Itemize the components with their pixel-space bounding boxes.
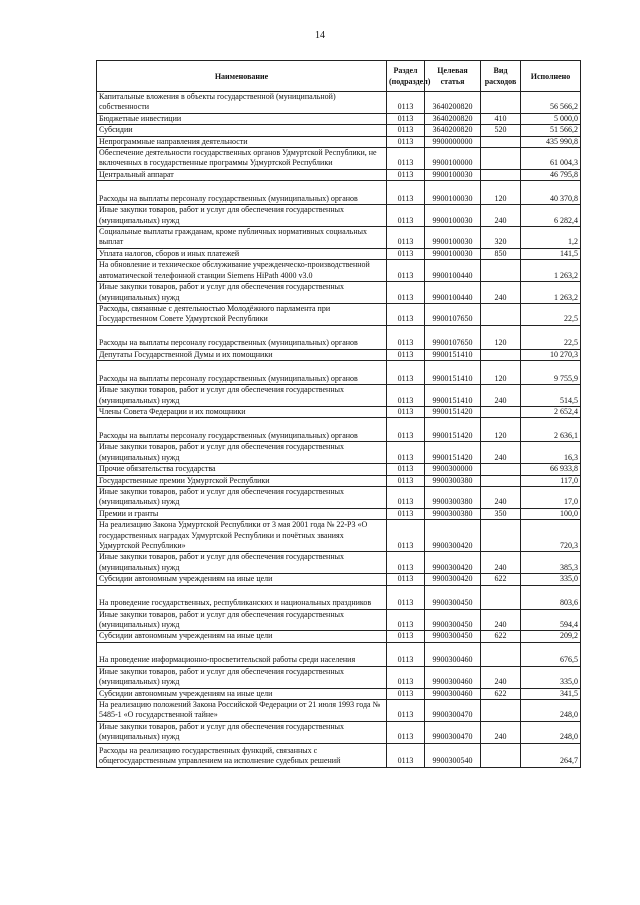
row-section-cell: 0113 <box>387 631 425 642</box>
row-section-cell: 0113 <box>387 520 425 552</box>
row-name-cell: Бюджетные инвестиции <box>97 113 387 124</box>
row-section-cell: 0113 <box>387 148 425 170</box>
table-row <box>97 205 581 227</box>
row-target-cell: 9900100030 <box>425 169 481 180</box>
row-executed-cell: 6 282,4 <box>521 205 581 227</box>
row-section-cell: 0113 <box>387 125 425 136</box>
row-executed-cell: 335,0 <box>521 666 581 688</box>
row-name-cell: Премии и гранты <box>97 508 387 519</box>
row-name-cell: Расходы на реализацию государственных функций, связанных с общегосударственным управлением на исполнение судебных решений <box>97 743 387 767</box>
row-section-cell: 0113 <box>387 464 425 475</box>
header-name: Наименование <box>97 61 387 92</box>
row-name-cell: Расходы, связанные с деятельностью Молодёжного парламента при Государственном Совете Удмуртской Республики <box>97 303 387 325</box>
row-name-cell: Государственные премии Удмуртской Республики <box>97 475 387 486</box>
table-body <box>97 92 581 768</box>
row-name-cell: Непрограммные направления деятельности <box>97 136 387 147</box>
row-section-cell: 0113 <box>387 574 425 585</box>
row-executed-cell: 264,7 <box>521 743 581 767</box>
row-kind-cell: 240 <box>481 609 521 631</box>
row-section-cell: 0113 <box>387 349 425 360</box>
row-executed-cell: 803,6 <box>521 585 581 609</box>
table-row <box>97 260 581 282</box>
row-executed-cell: 209,2 <box>521 631 581 642</box>
row-executed-cell: 16,3 <box>521 442 581 464</box>
table-row <box>97 666 581 688</box>
table-header-row <box>97 61 581 92</box>
row-name-cell: На проведение информационно-просветительской работы среди населения <box>97 642 387 666</box>
row-section-cell: 0113 <box>387 113 425 124</box>
table-row <box>97 688 581 699</box>
table-row <box>97 585 581 609</box>
row-target-cell: 9900300460 <box>425 642 481 666</box>
row-name-cell: Иные закупки товаров, работ и услуг для обеспечения государственных (муниципальных) нужд <box>97 552 387 574</box>
row-target-cell: 9900151420 <box>425 406 481 417</box>
table-row <box>97 609 581 631</box>
row-name-cell: Иные закупки товаров, работ и услуг для обеспечения государственных (муниципальных) нужд <box>97 486 387 508</box>
row-section-cell: 0113 <box>387 406 425 417</box>
page-number: 14 <box>315 30 325 41</box>
table-row <box>97 574 581 585</box>
table-row <box>97 227 581 249</box>
row-section-cell: 0113 <box>387 282 425 304</box>
row-target-cell: 9900300540 <box>425 743 481 767</box>
table-row <box>97 92 581 114</box>
row-target-cell: 9900100000 <box>425 148 481 170</box>
row-executed-cell: 9 755,9 <box>521 361 581 385</box>
row-name-cell: Члены Совета Федерации и их помощники <box>97 406 387 417</box>
row-executed-cell: 1 263,2 <box>521 282 581 304</box>
table-row <box>97 361 581 385</box>
row-executed-cell: 40 370,8 <box>521 181 581 205</box>
row-target-cell: 9900300450 <box>425 631 481 642</box>
row-executed-cell: 514,5 <box>521 385 581 407</box>
table-row <box>97 325 581 349</box>
table-row <box>97 508 581 519</box>
row-section-cell: 0113 <box>387 325 425 349</box>
row-executed-cell: 51 566,2 <box>521 125 581 136</box>
row-target-cell: 9900300380 <box>425 508 481 519</box>
row-section-cell: 0113 <box>387 552 425 574</box>
budget-table <box>96 60 581 768</box>
table-row <box>97 406 581 417</box>
row-target-cell: 9900107650 <box>425 303 481 325</box>
row-target-cell: 9900000000 <box>425 136 481 147</box>
row-kind-cell <box>481 585 521 609</box>
row-target-cell: 9900300450 <box>425 609 481 631</box>
row-kind-cell: 240 <box>481 385 521 407</box>
table-row <box>97 169 581 180</box>
row-executed-cell: 22,5 <box>521 325 581 349</box>
table-row <box>97 552 581 574</box>
row-section-cell: 0113 <box>387 169 425 180</box>
table-row <box>97 248 581 259</box>
row-section-cell: 0113 <box>387 585 425 609</box>
row-section-cell: 0113 <box>387 642 425 666</box>
row-name-cell: Субсидии автономным учреждениям на иные цели <box>97 574 387 585</box>
table-row <box>97 642 581 666</box>
row-kind-cell <box>481 642 521 666</box>
table-row <box>97 418 581 442</box>
row-target-cell: 9900300470 <box>425 700 481 722</box>
table-row <box>97 486 581 508</box>
row-section-cell: 0113 <box>387 136 425 147</box>
row-executed-cell: 2 652,4 <box>521 406 581 417</box>
table-row <box>97 700 581 722</box>
row-name-cell: Расходы на выплаты персоналу государственных (муниципальных) органов <box>97 418 387 442</box>
table-row <box>97 385 581 407</box>
row-kind-cell: 240 <box>481 205 521 227</box>
row-name-cell: На обновление и техническое обслуживание учрежденческо-производственной автоматической телефонной станции Siemens HiPath 4000 v3.0 <box>97 260 387 282</box>
row-kind-cell: 240 <box>481 282 521 304</box>
row-name-cell: Прочие обязательства государства <box>97 464 387 475</box>
row-kind-cell: 320 <box>481 227 521 249</box>
row-target-cell: 9900300420 <box>425 520 481 552</box>
row-section-cell: 0113 <box>387 303 425 325</box>
row-executed-cell: 117,0 <box>521 475 581 486</box>
row-name-cell: Субсидии <box>97 125 387 136</box>
table-row <box>97 475 581 486</box>
row-section-cell: 0113 <box>387 442 425 464</box>
row-kind-cell: 240 <box>481 486 521 508</box>
row-target-cell: 9900300460 <box>425 688 481 699</box>
row-name-cell: Субсидии автономным учреждениям на иные цели <box>97 631 387 642</box>
row-section-cell: 0113 <box>387 260 425 282</box>
row-target-cell: 9900100030 <box>425 205 481 227</box>
row-target-cell: 9900151420 <box>425 418 481 442</box>
row-target-cell: 9900300380 <box>425 475 481 486</box>
table-row <box>97 125 581 136</box>
row-kind-cell <box>481 475 521 486</box>
row-kind-cell: 240 <box>481 721 521 743</box>
header-kind: Вид расходов <box>481 61 521 92</box>
row-name-cell: Депутаты Государственной Думы и их помощники <box>97 349 387 360</box>
table-row <box>97 113 581 124</box>
row-executed-cell: 594,4 <box>521 609 581 631</box>
row-executed-cell: 17,0 <box>521 486 581 508</box>
row-name-cell: Иные закупки товаров, работ и услуг для обеспечения государственных (муниципальных) нужд <box>97 609 387 631</box>
row-kind-cell: 622 <box>481 688 521 699</box>
row-name-cell: Расходы на выплаты персоналу государственных (муниципальных) органов <box>97 181 387 205</box>
row-kind-cell: 410 <box>481 113 521 124</box>
row-kind-cell: 240 <box>481 666 521 688</box>
row-target-cell: 9900300420 <box>425 552 481 574</box>
row-target-cell: 9900151420 <box>425 442 481 464</box>
row-target-cell: 9900100030 <box>425 181 481 205</box>
table-row <box>97 148 581 170</box>
row-section-cell: 0113 <box>387 181 425 205</box>
row-executed-cell: 141,5 <box>521 248 581 259</box>
row-target-cell: 9900300450 <box>425 585 481 609</box>
row-target-cell: 9900151410 <box>425 349 481 360</box>
row-target-cell: 9900300000 <box>425 464 481 475</box>
row-name-cell: Иные закупки товаров, работ и услуг для обеспечения государственных (муниципальных) нужд <box>97 666 387 688</box>
row-kind-cell: 622 <box>481 631 521 642</box>
table-row <box>97 181 581 205</box>
row-executed-cell: 1,2 <box>521 227 581 249</box>
row-section-cell: 0113 <box>387 688 425 699</box>
row-executed-cell: 10 270,3 <box>521 349 581 360</box>
table-row <box>97 743 581 767</box>
row-name-cell: Расходы на выплаты персоналу государственных (муниципальных) органов <box>97 325 387 349</box>
row-section-cell: 0113 <box>387 418 425 442</box>
row-executed-cell: 335,0 <box>521 574 581 585</box>
row-executed-cell: 676,5 <box>521 642 581 666</box>
row-kind-cell: 350 <box>481 508 521 519</box>
row-executed-cell: 385,3 <box>521 552 581 574</box>
row-target-cell: 9900151410 <box>425 361 481 385</box>
row-name-cell: Иные закупки товаров, работ и услуг для обеспечения государственных (муниципальных) нужд <box>97 205 387 227</box>
row-section-cell: 0113 <box>387 248 425 259</box>
row-target-cell: 9900300380 <box>425 486 481 508</box>
row-target-cell: 9900100440 <box>425 260 481 282</box>
row-target-cell: 9900300470 <box>425 721 481 743</box>
header-target: Целевая статья <box>425 61 481 92</box>
row-target-cell: 9900151410 <box>425 385 481 407</box>
row-executed-cell: 1 263,2 <box>521 260 581 282</box>
row-section-cell: 0113 <box>387 205 425 227</box>
row-kind-cell: 120 <box>481 361 521 385</box>
row-executed-cell: 2 636,1 <box>521 418 581 442</box>
row-section-cell: 0113 <box>387 475 425 486</box>
row-executed-cell: 61 004,3 <box>521 148 581 170</box>
row-section-cell: 0113 <box>387 700 425 722</box>
row-section-cell: 0113 <box>387 721 425 743</box>
row-kind-cell <box>481 406 521 417</box>
row-kind-cell <box>481 520 521 552</box>
row-kind-cell: 622 <box>481 574 521 585</box>
row-kind-cell: 520 <box>481 125 521 136</box>
table-row <box>97 721 581 743</box>
table-row <box>97 303 581 325</box>
table-row <box>97 349 581 360</box>
row-section-cell: 0113 <box>387 486 425 508</box>
row-kind-cell <box>481 169 521 180</box>
row-target-cell: 9900107650 <box>425 325 481 349</box>
row-executed-cell: 66 933,8 <box>521 464 581 475</box>
row-kind-cell <box>481 92 521 114</box>
row-section-cell: 0113 <box>387 508 425 519</box>
row-target-cell: 9900100030 <box>425 248 481 259</box>
row-name-cell: Иные закупки товаров, работ и услуг для обеспечения государственных (муниципальных) нужд <box>97 442 387 464</box>
row-kind-cell: 120 <box>481 181 521 205</box>
row-kind-cell: 240 <box>481 552 521 574</box>
row-kind-cell <box>481 700 521 722</box>
row-kind-cell <box>481 148 521 170</box>
row-kind-cell: 120 <box>481 325 521 349</box>
table-row <box>97 442 581 464</box>
row-kind-cell <box>481 743 521 767</box>
header-section: Раздел (подраздел) <box>387 61 425 92</box>
row-kind-cell: 850 <box>481 248 521 259</box>
row-target-cell: 3640200820 <box>425 125 481 136</box>
row-target-cell: 9900300460 <box>425 666 481 688</box>
row-name-cell: На проведение государственных, республиканских и национальных праздников <box>97 585 387 609</box>
header-executed: Исполнено <box>521 61 581 92</box>
row-executed-cell: 341,5 <box>521 688 581 699</box>
row-target-cell: 9900300420 <box>425 574 481 585</box>
row-target-cell: 9900100030 <box>425 227 481 249</box>
row-executed-cell: 46 795,8 <box>521 169 581 180</box>
row-name-cell: Субсидии автономным учреждениям на иные цели <box>97 688 387 699</box>
row-kind-cell <box>481 303 521 325</box>
row-name-cell: Расходы на выплаты персоналу государственных (муниципальных) органов <box>97 361 387 385</box>
row-executed-cell: 720,3 <box>521 520 581 552</box>
row-name-cell: Уплата налогов, сборов и иных платежей <box>97 248 387 259</box>
row-executed-cell: 248,0 <box>521 700 581 722</box>
row-kind-cell: 120 <box>481 418 521 442</box>
row-name-cell: Капитальные вложения в объекты государственной (муниципальной) собственности <box>97 92 387 114</box>
row-kind-cell <box>481 260 521 282</box>
row-section-cell: 0113 <box>387 227 425 249</box>
row-executed-cell: 5 000,0 <box>521 113 581 124</box>
row-section-cell: 0113 <box>387 92 425 114</box>
row-name-cell: Иные закупки товаров, работ и услуг для обеспечения государственных (муниципальных) нужд <box>97 385 387 407</box>
row-section-cell: 0113 <box>387 666 425 688</box>
row-name-cell: Центральный аппарат <box>97 169 387 180</box>
row-kind-cell: 240 <box>481 442 521 464</box>
row-name-cell: На реализацию Закона Удмуртской Республики от 3 мая 2001 года № 22-РЗ «О государственных наградах Удмуртской Республики и почётных званиях Удмуртской Республики» <box>97 520 387 552</box>
row-name-cell: Иные закупки товаров, работ и услуг для обеспечения государственных (муниципальных) нужд <box>97 282 387 304</box>
row-target-cell: 9900100440 <box>425 282 481 304</box>
row-kind-cell <box>481 349 521 360</box>
table-row <box>97 464 581 475</box>
row-name-cell: Социальные выплаты гражданам, кроме публичных нормативных социальных выплат <box>97 227 387 249</box>
row-kind-cell <box>481 136 521 147</box>
row-section-cell: 0113 <box>387 743 425 767</box>
row-section-cell: 0113 <box>387 385 425 407</box>
table-row <box>97 631 581 642</box>
row-executed-cell: 435 990,8 <box>521 136 581 147</box>
row-name-cell: Иные закупки товаров, работ и услуг для обеспечения государственных (муниципальных) нужд <box>97 721 387 743</box>
row-name-cell: На реализацию положений Закона Российской Федерации от 21 июля 1993 года № 5485-1 «О государственной тайне» <box>97 700 387 722</box>
row-target-cell: 3640200820 <box>425 113 481 124</box>
row-section-cell: 0113 <box>387 609 425 631</box>
row-executed-cell: 22,5 <box>521 303 581 325</box>
row-section-cell: 0113 <box>387 361 425 385</box>
table-row <box>97 520 581 552</box>
row-target-cell: 3640200820 <box>425 92 481 114</box>
row-executed-cell: 56 566,2 <box>521 92 581 114</box>
row-executed-cell: 100,0 <box>521 508 581 519</box>
row-name-cell: Обеспечение деятельности государственных органов Удмуртской Республики, не включенных в государственные программы Удмуртской Республики <box>97 148 387 170</box>
table-row <box>97 136 581 147</box>
row-kind-cell <box>481 464 521 475</box>
table-row <box>97 282 581 304</box>
row-executed-cell: 248,0 <box>521 721 581 743</box>
